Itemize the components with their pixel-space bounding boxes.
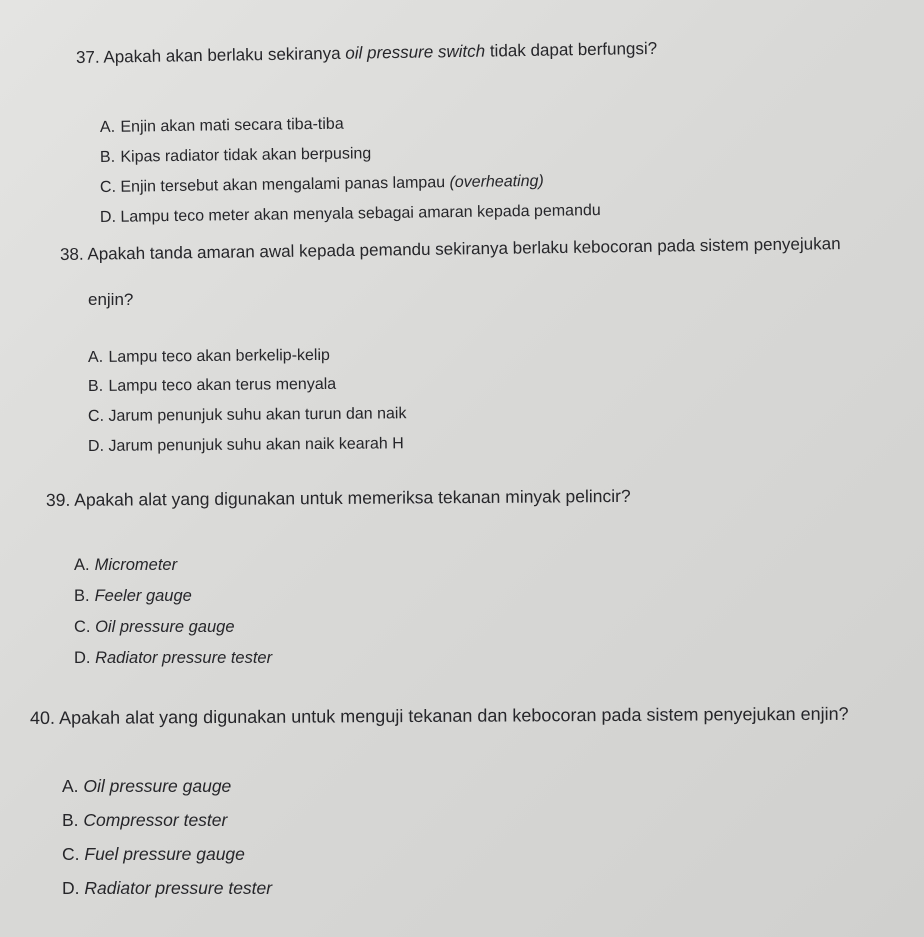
question-text: Apakah tanda amaran awal kepada pemandu sekiranya berlaku kebocoran pada sistem penyejukan: [87, 234, 841, 264]
option-38-a: [88, 346, 330, 368]
option-text: Oil pressure gauge: [95, 618, 235, 636]
option-letter: D.: [74, 649, 91, 667]
option-letter: A.: [74, 556, 90, 574]
option-40-a: [62, 776, 231, 796]
option-letter: D.: [87, 437, 105, 455]
option-text-italic: (overheating): [449, 172, 544, 192]
question-text: Apakah alat yang digunakan untuk memeriksa tekanan minyak pelincir?: [74, 485, 631, 510]
option-38-c: [88, 404, 407, 427]
option-letter: A.: [87, 348, 104, 366]
option-text: Lampu teco akan terus menyala: [108, 375, 337, 395]
option-39-b: [74, 586, 192, 606]
option-letter: B.: [74, 587, 90, 605]
question-number: 37.: [75, 47, 100, 67]
question-38-continued: enjin?: [88, 290, 134, 309]
option-letter: D.: [62, 878, 80, 898]
option-letter: C.: [62, 844, 80, 864]
option-37-b: [100, 144, 372, 168]
question-text: Apakah akan berlaku sekiranya: [103, 43, 346, 67]
option-text: Compressor tester: [83, 810, 228, 830]
question-40: [30, 704, 849, 728]
option-text: Enjin akan mati secara tiba-tiba: [120, 115, 344, 136]
option-39-d: [74, 648, 272, 668]
option-text: Feeler gauge: [94, 587, 192, 605]
option-letter: C.: [74, 618, 91, 636]
option-text: Lampu teco meter akan menyala sebagai amaran kepada pemandu: [120, 202, 601, 226]
option-40-c: [62, 844, 245, 864]
option-letter: C.: [99, 178, 117, 196]
option-text: Jarum penunjuk suhu akan turun dan naik: [108, 405, 407, 425]
option-37-d: [100, 201, 601, 228]
question-number: 40.: [29, 707, 56, 728]
option-38-d: [88, 434, 404, 457]
option-letter: B.: [62, 810, 79, 830]
option-text: Micrometer: [94, 556, 178, 574]
option-39-a: [74, 555, 177, 575]
question-text-italic: oil pressure switch: [345, 41, 486, 63]
option-text: Enjin tersebut akan mengalami panas lampau: [120, 174, 450, 196]
option-letter: D.: [99, 208, 117, 226]
option-text: Lampu teco akan berkelip-kelip: [108, 346, 330, 366]
option-letter: B.: [99, 148, 116, 166]
question-39: [46, 486, 631, 510]
option-text: Radiator pressure tester: [95, 649, 273, 667]
option-letter: A.: [62, 776, 79, 796]
option-38-b: [88, 375, 336, 397]
option-text: Kipas radiator tidak akan berpusing: [120, 145, 372, 166]
option-39-c: [74, 617, 235, 637]
option-text: Radiator pressure tester: [84, 878, 273, 898]
option-40-d: [62, 878, 272, 898]
question-text: Apakah alat yang digunakan untuk menguji tekanan dan kebocoran pada sistem penyejukan enjin?: [58, 703, 849, 728]
option-text: Fuel pressure gauge: [84, 844, 245, 864]
option-text: Oil pressure gauge: [83, 776, 232, 796]
question-38: [60, 234, 841, 265]
option-letter: C.: [87, 407, 105, 425]
option-40-b: [62, 810, 227, 830]
option-37-c: [100, 172, 544, 198]
option-letter: A.: [99, 118, 116, 136]
question-37: [76, 39, 657, 68]
option-37-a: [100, 115, 344, 138]
question-number: 39.: [45, 489, 71, 510]
question-text: tidak dapat berfungsi?: [484, 38, 658, 61]
question-number: 38.: [59, 244, 84, 264]
option-letter: B.: [87, 377, 104, 395]
option-text: Jarum penunjuk suhu akan naik kearah H: [108, 435, 404, 455]
